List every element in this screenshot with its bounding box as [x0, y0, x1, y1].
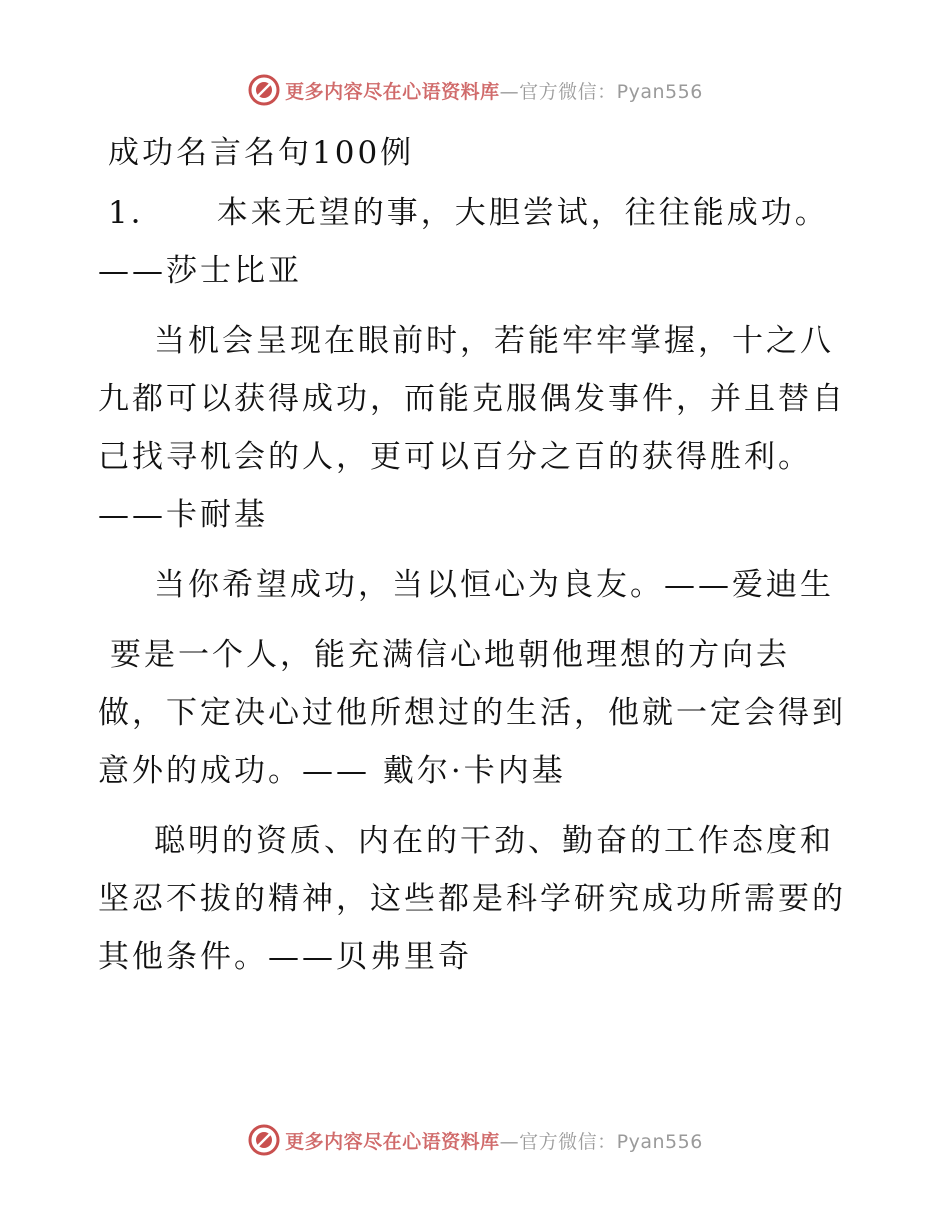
document-title: 成功名言名句100例	[108, 135, 415, 171]
quote-3-text: 当你希望成功，当以恒心为良友。——爱迪生	[154, 567, 834, 603]
quote-5	[98, 812, 850, 986]
document-body	[98, 124, 850, 998]
logo-icon	[247, 1123, 281, 1157]
watermark-banner-top	[0, 70, 950, 110]
watermark-text-main: 更多内容尽在心语资料库	[285, 1130, 500, 1153]
quote-1	[98, 184, 850, 300]
quote-4	[98, 626, 850, 800]
quote-3	[98, 556, 850, 614]
quote-5-text: 聪明的资质、内在的干劲、勤奋的工作态度和坚忍不拔的精神，这些都是科学研究成功所需要的其他条件。——贝弗里奇	[98, 823, 846, 975]
quote-1-text: 本来无望的事，大胆尝试，往往能成功。	[216, 195, 829, 231]
quote-1-number: 1．	[108, 195, 165, 231]
watermark-banner-bottom	[0, 1120, 950, 1160]
watermark-text-main: 更多内容尽在心语资料库	[285, 80, 500, 103]
quote-2-text: 当机会呈现在眼前时，若能牢牢掌握，十之八九都可以获得成功，而能克服偶发事件，并且替自己找寻机会的人，更可以百分之百的获得胜利。	[98, 323, 846, 475]
quote-2-author: ——卡耐基	[98, 497, 268, 533]
quote-1-author: ——莎士比亚	[98, 253, 302, 289]
quote-1-line	[98, 184, 850, 242]
logo-icon	[247, 73, 281, 107]
watermark-text-wechat: —官方微信：Pyan556	[499, 80, 703, 103]
quote-4-line-1: 要是一个人，能充满信心地朝他理想的方向去	[110, 637, 790, 673]
quote-4-line-2: 做，下定决心过他所想过的生活，他就一定会得到意外的成功。—— 戴尔·卡内基	[98, 695, 846, 789]
watermark-text-wechat: —官方微信：Pyan556	[499, 1130, 703, 1153]
quote-2	[98, 312, 850, 544]
